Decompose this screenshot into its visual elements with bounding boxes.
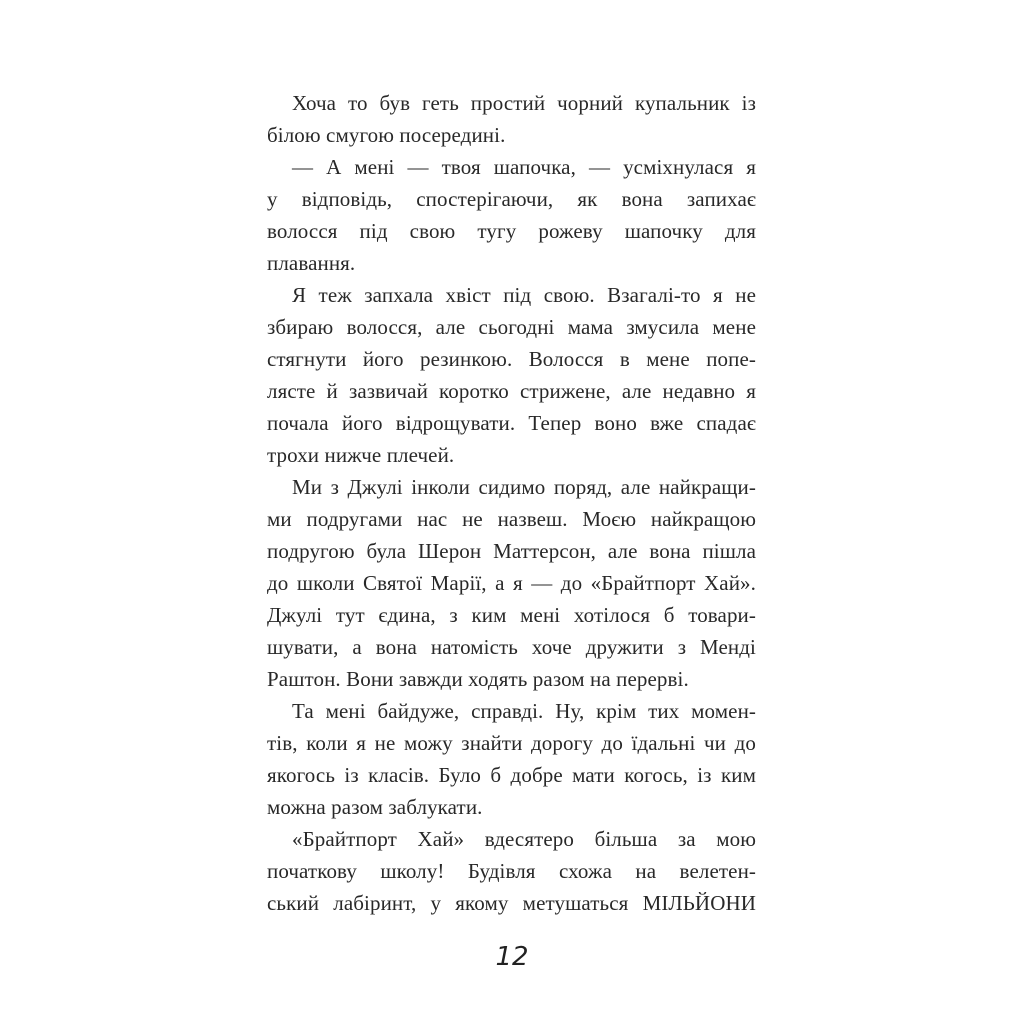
text-line: збираю волосся, але сьогодні мама змусила мене xyxy=(267,315,756,339)
text-line: можна разом заблукати. xyxy=(267,795,483,819)
page-number: 12 xyxy=(495,942,529,972)
text-line: Хоча то був геть простий чорний купальник із xyxy=(292,91,756,115)
text-line: білою смугою посередині. xyxy=(267,123,506,147)
text-line: якогось із класів. Було б добре мати когось, із ким xyxy=(267,763,756,787)
text-line: Джулі тут єдина, з ким мені хотілося б товари- xyxy=(267,603,756,627)
text-line: лясте й зазвичай коротко стрижене, але недавно я xyxy=(267,379,756,403)
text-line: стягнути його резинкою. Волосся в мене попе- xyxy=(267,347,756,371)
text-line: Раштон. Вони завжди ходять разом на перерві. xyxy=(267,667,689,691)
page-text xyxy=(267,87,756,919)
text-line: ський лабіринт, у якому метушаться МІЛЬЙОНИ xyxy=(267,891,756,915)
text-line: «Брайтпорт Хай» вдесятеро більша за мою xyxy=(292,827,756,851)
text-line: плавання. xyxy=(267,251,356,275)
text-line: Ми з Джулі інколи сидимо поряд, але найкращи- xyxy=(292,475,756,499)
text-line: волосся під свою тугу рожеву шапочку для xyxy=(267,219,756,243)
text-line: Я теж запхала хвіст під свою. Взагалі-то я не xyxy=(292,283,756,307)
text-line: тів, коли я не можу знайти дорогу до їдальні чи до xyxy=(267,731,756,755)
text-line: початкову школу! Будівля схожа на велетен- xyxy=(267,859,756,883)
text-line: трохи нижче плечей. xyxy=(267,443,455,467)
text-line: — А мені — твоя шапочка, — усміхнулася я xyxy=(292,155,756,179)
text-line: подругою була Шерон Маттерсон, але вона пішла xyxy=(267,539,756,563)
text-line: до школи Святої Марії, а я — до «Брайтпорт Хай». xyxy=(267,571,756,595)
text-line: почала його відрощувати. Тепер воно вже спадає xyxy=(267,411,756,435)
text-line: Та мені байдуже, справді. Ну, крім тих момен- xyxy=(292,699,756,723)
text-line: у відповідь, спостерігаючи, як вона запихає xyxy=(267,187,756,211)
text-line: ми подругами нас не назвеш. Моєю найкращою xyxy=(267,507,756,531)
text-line: шувати, а вона натомість хоче дружити з Менді xyxy=(267,635,756,659)
